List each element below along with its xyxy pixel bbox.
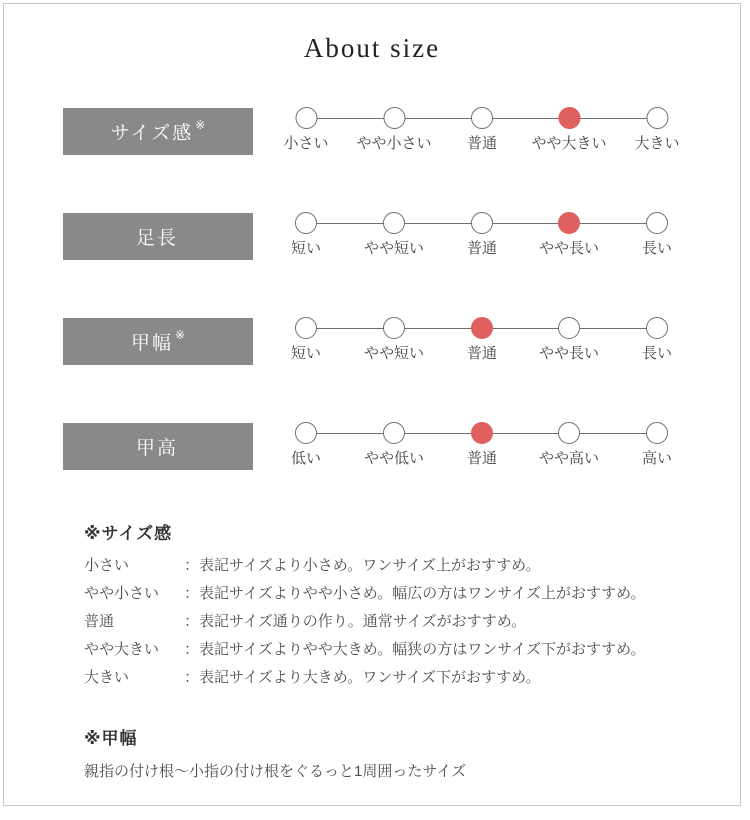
rating-dot bbox=[646, 422, 668, 444]
scale-option-label: 普通 bbox=[466, 240, 498, 257]
footnote-instep-width bbox=[84, 724, 740, 785]
footnote-description: ：表記サイズより小さめ。ワンサイズ上がおすすめ。 bbox=[184, 557, 541, 574]
scale-option-label: やや低い bbox=[363, 450, 425, 467]
footnotes-section bbox=[4, 519, 740, 785]
scale-point bbox=[642, 422, 672, 468]
scale-point bbox=[283, 107, 328, 153]
scale-point bbox=[291, 212, 321, 258]
scale-point bbox=[467, 422, 497, 468]
scale-point bbox=[467, 107, 497, 153]
size-rating-rows bbox=[4, 107, 740, 470]
size-info-panel bbox=[3, 3, 741, 806]
scale-option-label: やや高い bbox=[538, 450, 600, 467]
scale-option-label: 低い bbox=[290, 450, 322, 467]
scale-option-label: 小さい bbox=[283, 135, 329, 152]
scale-option-label: 短い bbox=[290, 240, 322, 257]
rating-dot bbox=[646, 107, 668, 129]
footnote-term: やや小さい bbox=[84, 585, 160, 602]
row-label-foot-length bbox=[63, 213, 253, 260]
size-row-instep-height bbox=[63, 422, 740, 470]
footnote-item bbox=[84, 608, 740, 636]
scale-point bbox=[467, 317, 497, 363]
footnote-definition-list bbox=[84, 552, 740, 692]
row-label-size-feel bbox=[63, 108, 253, 155]
scale-point bbox=[291, 422, 321, 468]
footnote-item bbox=[84, 664, 740, 692]
rating-dot bbox=[558, 422, 580, 444]
scale-point bbox=[467, 212, 497, 258]
scale-point bbox=[642, 317, 672, 363]
row-label-instep-width bbox=[63, 318, 253, 365]
rating-dot bbox=[383, 317, 405, 339]
scale-option-label: 大きい bbox=[634, 135, 680, 152]
rating-scale bbox=[290, 212, 673, 260]
scale-point bbox=[364, 212, 424, 258]
rating-scale bbox=[290, 422, 673, 470]
row-label-text: サイズ感 bbox=[110, 122, 194, 144]
rating-dot bbox=[646, 212, 668, 234]
scale-point bbox=[364, 317, 424, 363]
scale-option-label: 普通 bbox=[466, 345, 498, 362]
footnote-heading: ※甲幅 bbox=[84, 729, 138, 748]
rating-dot-selected bbox=[471, 422, 493, 444]
scale-point bbox=[356, 107, 431, 153]
size-row-size-feel bbox=[63, 107, 740, 155]
scale-option-label: やや短い bbox=[363, 240, 425, 257]
rating-dot bbox=[471, 212, 493, 234]
rating-dot bbox=[295, 422, 317, 444]
rating-dot bbox=[646, 317, 668, 339]
scale-point bbox=[291, 317, 321, 363]
rating-dot bbox=[383, 422, 405, 444]
scale-point bbox=[539, 212, 599, 258]
row-label-instep-height bbox=[63, 423, 253, 470]
rating-dot bbox=[295, 212, 317, 234]
row-label-text: 甲高 bbox=[135, 437, 178, 459]
scale-option-label: やや長い bbox=[538, 240, 600, 257]
footnote-mark: ※ bbox=[195, 118, 206, 132]
scale-option-label: 高い bbox=[641, 450, 673, 467]
rating-dot bbox=[295, 107, 317, 129]
scale-point bbox=[364, 422, 424, 468]
rating-dot-selected bbox=[558, 107, 580, 129]
rating-dot-selected bbox=[471, 317, 493, 339]
scale-option-label: やや短い bbox=[363, 345, 425, 362]
rating-dot bbox=[558, 317, 580, 339]
rating-scale bbox=[283, 107, 680, 155]
scale-point bbox=[539, 317, 599, 363]
footnote-term: 大きい bbox=[84, 669, 130, 686]
scale-point bbox=[634, 107, 679, 153]
footnote-heading: ※サイズ感 bbox=[84, 524, 173, 543]
scale-option-label: やや小さい bbox=[356, 135, 432, 152]
footnote-term: 普通 bbox=[84, 613, 115, 630]
scale-point bbox=[642, 212, 672, 258]
page-title: About size bbox=[303, 33, 441, 63]
rating-dot-selected bbox=[558, 212, 580, 234]
scale-option-label: 長い bbox=[641, 240, 673, 257]
footnote-item bbox=[84, 580, 740, 608]
footnote-description: ：表記サイズよりやや小さめ。幅広の方はワンサイズ上がおすすめ。 bbox=[184, 585, 646, 602]
rating-dot bbox=[471, 107, 493, 129]
rating-dot bbox=[295, 317, 317, 339]
scale-point bbox=[539, 422, 599, 468]
footnote-term: 小さい bbox=[84, 557, 130, 574]
footnote-description: ：表記サイズより大きめ。ワンサイズ下がおすすめ。 bbox=[184, 669, 541, 686]
scale-option-label: 短い bbox=[290, 345, 322, 362]
rating-scale bbox=[290, 317, 673, 365]
footnote-item bbox=[84, 636, 740, 664]
rating-dot bbox=[383, 107, 405, 129]
size-row-foot-length bbox=[63, 212, 740, 260]
row-label-text: 足長 bbox=[135, 227, 178, 249]
row-label-text: 甲幅 bbox=[130, 332, 173, 354]
footnote-term: やや大きい bbox=[84, 641, 160, 658]
footnote-size-feel bbox=[84, 519, 740, 692]
footnote-item bbox=[84, 552, 740, 580]
scale-point bbox=[531, 107, 606, 153]
footnote-description: ：表記サイズよりやや大きめ。幅狭の方はワンサイズ下がおすすめ。 bbox=[184, 641, 646, 658]
scale-option-label: 長い bbox=[641, 345, 673, 362]
footnote-mark: ※ bbox=[174, 328, 186, 342]
scale-option-label: やや長い bbox=[538, 345, 600, 362]
footnote-text: 親指の付け根〜小指の付け根をぐるっと1周囲ったサイズ bbox=[84, 763, 467, 780]
footnote-description: ：表記サイズ通りの作り。通常サイズがおすすめ。 bbox=[184, 613, 527, 630]
scale-option-label: やや大きい bbox=[531, 135, 607, 152]
scale-option-label: 普通 bbox=[466, 135, 498, 152]
size-row-instep-width bbox=[63, 317, 740, 365]
scale-option-label: 普通 bbox=[466, 450, 498, 467]
rating-dot bbox=[383, 212, 405, 234]
